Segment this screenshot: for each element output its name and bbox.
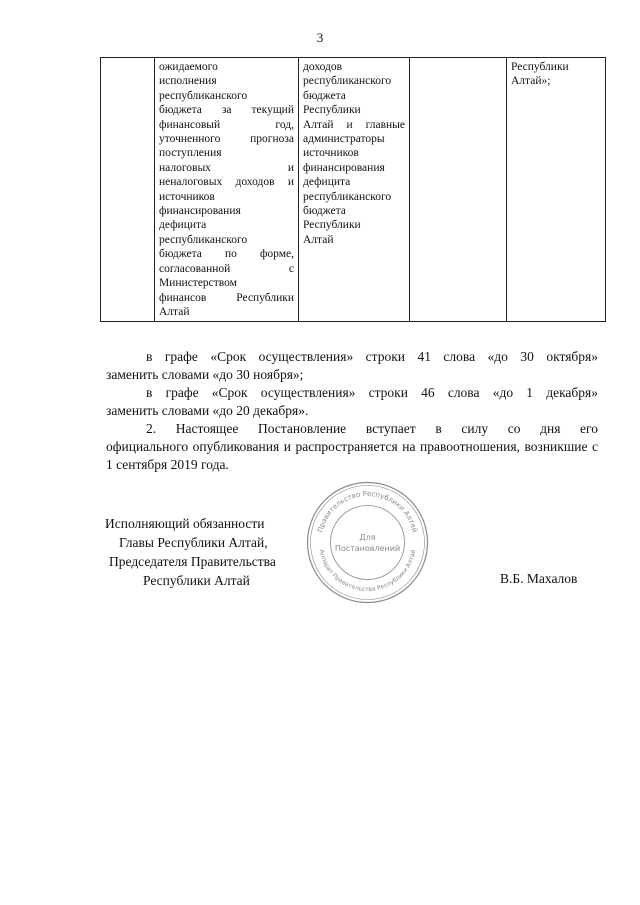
cell-line: дефицита <box>159 219 207 232</box>
table-cell-empty <box>410 58 507 322</box>
cell-line: бюджета за текущий <box>159 104 294 117</box>
paragraph-rest: заменить словами «до 20 декабря». <box>106 403 309 418</box>
cell-line: уточненного прогноза <box>159 133 294 146</box>
cell-line: Республики <box>303 219 361 232</box>
signer-line: Исполняющий обязанности <box>105 516 265 531</box>
table-cell-empty <box>101 58 155 322</box>
cell-line: дефицита <box>303 176 351 189</box>
cell-line: источников <box>303 147 359 160</box>
paragraph-first-line: в графе «Срок осуществления» строки 46 слова «до 1 декабря» <box>146 385 598 400</box>
paragraph-rest: официального опубликования и распространяется на правоотношения, возникшие с 1 сентября 2019 года. <box>106 439 598 472</box>
cell-line: неналоговых доходов и <box>159 176 294 189</box>
paragraph-rest: заменить словами «до 30 ноября»; <box>106 367 304 382</box>
table-cell-administrators <box>299 58 410 322</box>
cell-line: Алтай»; <box>511 75 551 88</box>
cell-line: согласованной с <box>159 262 294 275</box>
document-table <box>100 57 606 322</box>
cell-line: Республики <box>511 61 569 73</box>
cell-line: республиканского <box>159 89 248 102</box>
cell-line: республиканского <box>303 75 392 88</box>
seal-ring-text: Правительство Республики Алтай <box>316 489 419 534</box>
cell-line: исполнения <box>159 75 217 88</box>
table-cell-note <box>507 58 606 322</box>
cell-line: Алтай <box>303 233 334 246</box>
cell-line: финансовый год, <box>159 118 294 131</box>
seal-center-ring <box>331 506 405 580</box>
seal-inner-ring <box>311 486 425 600</box>
cell-line: финансов Республики <box>159 291 294 304</box>
cell-line: финансирования <box>303 161 385 174</box>
paragraph-first-line: в графе «Срок осуществления» строки 41 слова «до 30 октября» <box>146 349 598 364</box>
cell-line: поступления <box>159 147 222 160</box>
cell-line: бюджета по форме, <box>159 248 294 261</box>
seal-center-text-1: Для <box>359 533 376 542</box>
table-row <box>101 58 606 322</box>
official-seal <box>305 480 430 605</box>
cell-line: бюджета <box>303 89 346 102</box>
signer-line: Председателя Правительства <box>109 554 276 569</box>
seal-outer-ring <box>308 483 428 603</box>
signer-line: Главы Республики Алтай, <box>119 535 268 550</box>
paragraph-effective-date <box>106 420 598 474</box>
cell-line: республиканского <box>159 233 248 246</box>
paragraph-first-line: 2. Настоящее Постановление вступает в силу со дня его <box>146 421 598 436</box>
cell-line: Республики <box>303 104 361 117</box>
cell-line: источников <box>159 190 215 203</box>
cell-line: Министерством <box>159 277 237 290</box>
cell-line: налоговых и <box>159 161 294 174</box>
page-number: 3 <box>316 30 324 45</box>
signer-line: Республики Алтай <box>143 573 250 588</box>
cell-line: бюджета <box>303 205 346 218</box>
table-cell-description <box>155 58 299 322</box>
signer-title-block <box>105 514 276 590</box>
paragraph-amendment-41 <box>106 348 598 384</box>
cell-line: Алтай и главные <box>303 118 405 131</box>
seal-ring-text-bottom: Аппарат Правительства Республики Алтай <box>317 549 418 594</box>
cell-line: ожидаемого <box>159 61 218 73</box>
paragraph-amendment-46 <box>106 384 598 420</box>
signer-name: В.Б. Махалов <box>500 571 578 586</box>
cell-line: администраторы <box>303 133 385 146</box>
cell-line: доходов <box>303 61 343 73</box>
cell-line: финансирования <box>159 205 241 218</box>
cell-line: республиканского <box>303 190 392 203</box>
seal-center-text-2: Постановлений <box>334 544 401 553</box>
cell-line: Алтай <box>159 305 190 318</box>
